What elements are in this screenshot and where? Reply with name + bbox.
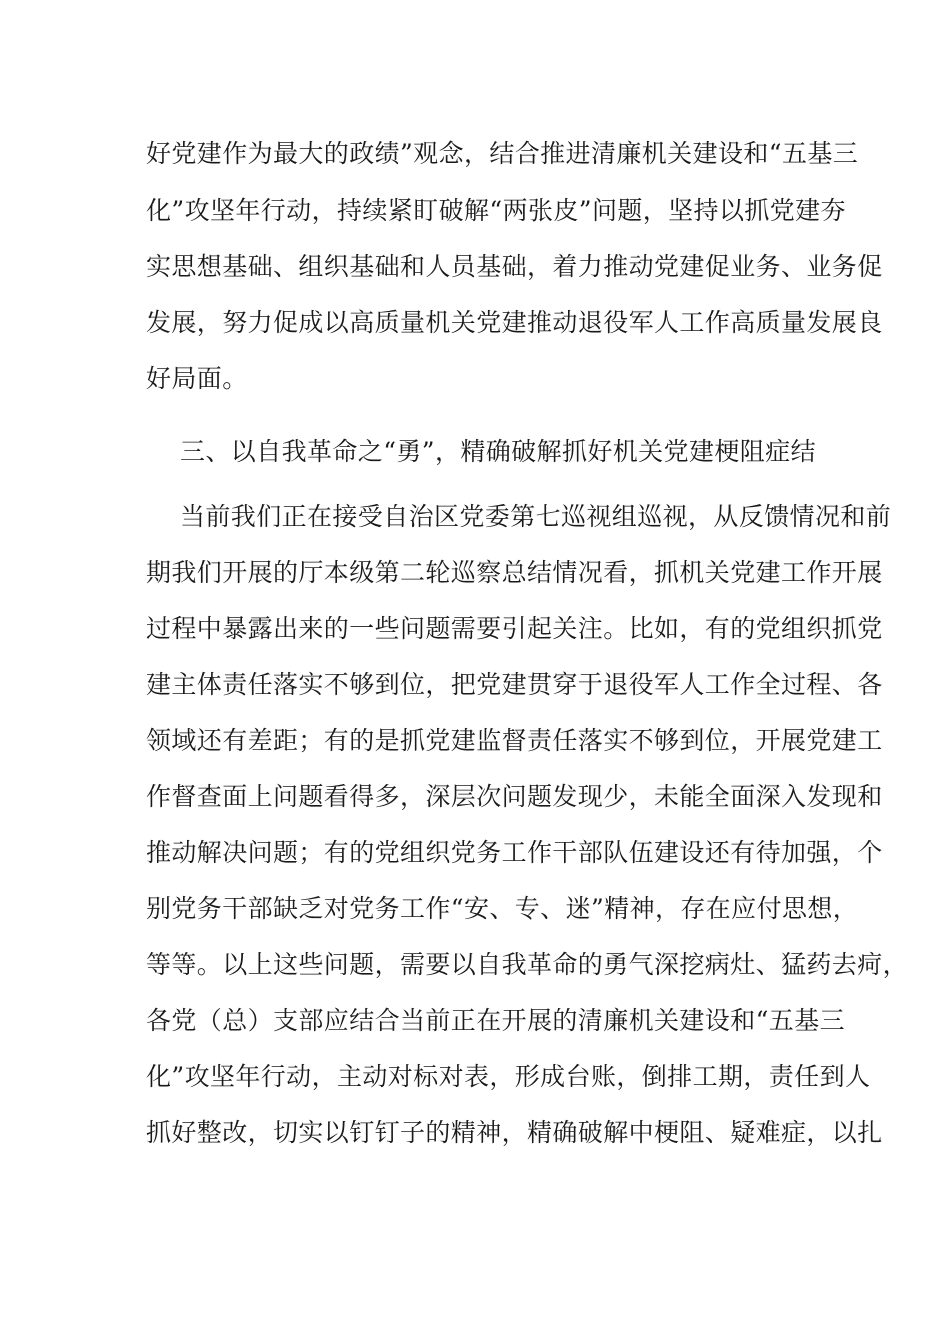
paragraph-line: 好局面。: [146, 364, 248, 393]
paragraph-line: 实思想基础、组织基础和人员基础，着力推动党建促业务、业务促: [146, 252, 883, 281]
paragraph-line: 发展，努力促成以高质量机关党建推动退役军人工作高质量发展良: [146, 308, 883, 337]
paragraph-line: 化”攻坚年行动，持续紧盯破解“两张皮”问题，坚持以抓党建夯: [146, 196, 846, 225]
paragraph-line: 期我们开展的厅本级第二轮巡察总结情况看，抓机关党建工作开展: [146, 558, 883, 587]
paragraph-line: 当前我们正在接受自治区党委第七巡视组巡视，从反馈情况和前: [180, 502, 892, 531]
paragraph-line: 过程中暴露出来的一些问题需要引起关注。比如，有的党组织抓党: [146, 614, 883, 643]
paragraph-line: 作督查面上问题看得多，深层次问题发现少，未能全面深入发现和: [146, 782, 883, 811]
paragraph-line: 推动解决问题；有的党组织党务工作干部队伍建设还有待加强，个: [146, 838, 883, 867]
paragraph-line: 化”攻坚年行动，主动对标对表，形成台账，倒排工期，责任到人: [146, 1062, 871, 1091]
paragraph-line: 别党务干部缺乏对党务工作“安、专、迷”精神，存在应付思想，: [146, 894, 859, 923]
paragraph-line: 领域还有差距；有的是抓党建监督责任落实不够到位，开展党建工: [146, 726, 883, 755]
paragraph-line: 抓好整改，切实以钉钉子的精神，精确破解中梗阻、疑难症，以扎: [146, 1118, 883, 1147]
paragraph-line: 好党建作为最大的政绩”观念，结合推进清廉机关建设和“五基三: [146, 139, 859, 168]
section-heading: 三、以自我革命之“勇”，精确破解抓好机关党建梗阻症结: [180, 437, 816, 466]
paragraph-line: 建主体责任落实不够到位，把党建贯穿于退役军人工作全过程、各: [146, 670, 883, 699]
paragraph-line: 各党（总）支部应结合当前正在开展的清廉机关建设和“五基三: [146, 1006, 845, 1035]
paragraph-line: 等等。以上这些问题，需要以自我革命的勇气深挖病灶、猛药去疴，: [146, 950, 909, 979]
